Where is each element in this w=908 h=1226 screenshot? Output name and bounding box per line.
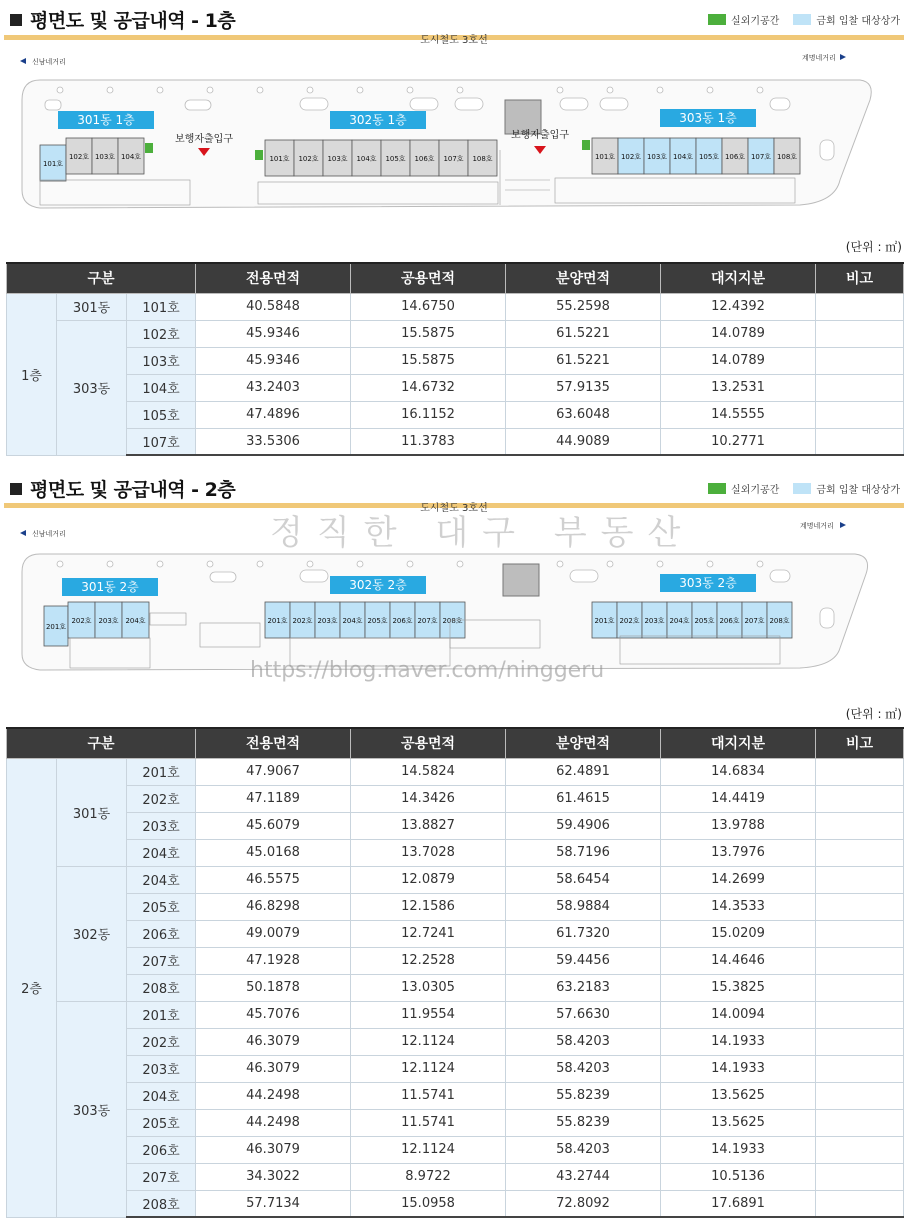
cell-unit: 101호 [127, 293, 196, 320]
cell-unit: 201호 [127, 758, 196, 785]
table-row [7, 347, 904, 374]
table-header-row [7, 263, 904, 293]
table-row [7, 320, 904, 347]
unit-label: 102호 [68, 153, 90, 161]
cell-land-share: 13.5625 [661, 1109, 816, 1136]
header-sale-area: 분양면적 [506, 263, 661, 293]
cell-land-share: 13.9788 [661, 812, 816, 839]
unit-label: 203호 [644, 617, 665, 625]
arrow-left-icon [20, 58, 26, 64]
cell-land-share: 13.5625 [661, 1082, 816, 1109]
cell-unit: 206호 [127, 920, 196, 947]
cell-unit: 204호 [127, 866, 196, 893]
watermark-title: 정직한 대구 부동산 [270, 513, 695, 553]
building-label-302: 302동 1층 [349, 113, 407, 127]
cell-exclusive-area: 45.7076 [196, 1001, 351, 1028]
entrance-label-2: 보행자출입구 [511, 130, 569, 141]
table-row [7, 812, 904, 839]
cell-note [816, 374, 904, 401]
legend-item-outdoor: 실외기공간 [708, 481, 779, 496]
left-road-label: 신남네거리 [32, 58, 66, 66]
floor-plan-2-svg [0, 498, 908, 698]
blue-swatch-icon [793, 483, 811, 494]
header-common-area: 공용면적 [351, 263, 506, 293]
left-road-label: 신남네거리 [32, 530, 66, 538]
table-row [7, 839, 904, 866]
cell-sale-area: 58.4203 [506, 1028, 661, 1055]
cell-common-area: 12.1124 [351, 1055, 506, 1082]
cell-sale-area: 63.6048 [506, 401, 661, 428]
header-note: 비고 [816, 263, 904, 293]
legend-item-bid: 금회 입찰 대상상가 [793, 12, 900, 27]
cell-unit: 202호 [127, 1028, 196, 1055]
table-header-row [7, 728, 904, 758]
square-bullet-icon [10, 14, 22, 26]
unit-label: 108호 [776, 153, 798, 161]
cell-common-area: 11.3783 [351, 428, 506, 455]
cell-exclusive-area: 43.2403 [196, 374, 351, 401]
legend-1 [708, 12, 900, 27]
cell-sale-area: 57.6630 [506, 1001, 661, 1028]
unit-label: 105호 [385, 155, 406, 163]
cell-common-area: 12.1124 [351, 1136, 506, 1163]
cell-note [816, 1190, 904, 1217]
cell-unit: 103호 [127, 347, 196, 374]
cell-note [816, 785, 904, 812]
cell-unit: 204호 [127, 839, 196, 866]
unit-label: 204호 [342, 617, 363, 625]
unit-label: 201호 [45, 623, 67, 631]
header-common-area: 공용면적 [351, 728, 506, 758]
unit-label: 201호 [267, 617, 288, 625]
table-body-2fl [7, 758, 904, 1217]
unit-label: 207호 [744, 617, 765, 625]
cell-common-area: 13.0305 [351, 974, 506, 1001]
cell-land-share: 14.4646 [661, 947, 816, 974]
outdoor-unit-space [255, 150, 263, 160]
unit-label: 106호 [414, 155, 435, 163]
cell-unit: 201호 [127, 1001, 196, 1028]
unit-label: 102호 [620, 153, 642, 161]
cell-unit: 206호 [127, 1136, 196, 1163]
table-row [7, 1190, 904, 1217]
unit-label: 201호 [594, 617, 615, 625]
table-row [7, 401, 904, 428]
cell-unit: 107호 [127, 428, 196, 455]
building-cell: 303동 [57, 1001, 127, 1217]
cell-exclusive-area: 45.9346 [196, 347, 351, 374]
cell-land-share: 13.2531 [661, 374, 816, 401]
cell-note [816, 839, 904, 866]
cell-exclusive-area: 50.1878 [196, 974, 351, 1001]
cell-exclusive-area: 33.5306 [196, 428, 351, 455]
table-row [7, 293, 904, 320]
arrow-right-icon [840, 522, 846, 528]
unit-label: 107호 [750, 153, 772, 161]
green-swatch-icon [708, 14, 726, 25]
floor-cell: 2층 [7, 758, 57, 1217]
cell-sale-area: 61.7320 [506, 920, 661, 947]
supply-table-1fl [6, 262, 904, 456]
section-title-2: 평면도 및 공급내역 - 2층 [10, 475, 235, 502]
cell-common-area: 11.5741 [351, 1109, 506, 1136]
cell-exclusive-area: 44.2498 [196, 1082, 351, 1109]
cell-exclusive-area: 45.6079 [196, 812, 351, 839]
unit-label: 208호 [769, 617, 790, 625]
building-label-301: 301동 1층 [77, 113, 135, 127]
cell-land-share: 14.5555 [661, 401, 816, 428]
cell-land-share: 14.1933 [661, 1136, 816, 1163]
table-row [7, 1082, 904, 1109]
cell-land-share: 14.1933 [661, 1028, 816, 1055]
cell-common-area: 16.1152 [351, 401, 506, 428]
cell-unit: 102호 [127, 320, 196, 347]
unit-label: 203호 [98, 617, 119, 625]
section-header-1 [0, 4, 908, 32]
cell-note [816, 866, 904, 893]
cell-note [816, 974, 904, 1001]
cell-note [816, 893, 904, 920]
watermark-url: https://blog.naver.com/ninggeru [250, 658, 605, 683]
cell-common-area: 14.3426 [351, 785, 506, 812]
floor-plan-1-svg [0, 30, 908, 230]
arrow-left-icon [20, 530, 26, 536]
cell-common-area: 15.0958 [351, 1190, 506, 1217]
cell-land-share: 14.1933 [661, 1055, 816, 1082]
building-label-301: 301동 2층 [81, 580, 139, 594]
cell-sale-area: 55.2598 [506, 293, 661, 320]
cell-common-area: 12.7241 [351, 920, 506, 947]
cell-land-share: 15.0209 [661, 920, 816, 947]
cell-unit: 208호 [127, 974, 196, 1001]
cell-sale-area: 55.8239 [506, 1082, 661, 1109]
cell-common-area: 8.9722 [351, 1163, 506, 1190]
unit-label: 203호 [317, 617, 338, 625]
cell-note [816, 428, 904, 455]
cell-common-area: 13.8827 [351, 812, 506, 839]
cell-land-share: 10.5136 [661, 1163, 816, 1190]
cell-land-share: 10.2771 [661, 428, 816, 455]
cell-sale-area: 59.4906 [506, 812, 661, 839]
header-exclusive-area: 전용면적 [196, 263, 351, 293]
cell-land-share: 17.6891 [661, 1190, 816, 1217]
arrow-right-icon [840, 54, 846, 60]
cell-common-area: 15.5875 [351, 320, 506, 347]
cell-sale-area: 58.6454 [506, 866, 661, 893]
outdoor-unit-space [582, 140, 590, 150]
cell-unit: 205호 [127, 1109, 196, 1136]
unit-note-1: (단위 : ㎡) [845, 240, 902, 254]
table-row [7, 1001, 904, 1028]
unit-label: 103호 [327, 155, 348, 163]
cell-land-share: 14.0789 [661, 320, 816, 347]
cell-unit: 203호 [127, 812, 196, 839]
building-cell: 302동 [57, 866, 127, 1001]
table-row [7, 428, 904, 455]
table-row [7, 785, 904, 812]
unit-label: 103호 [94, 153, 116, 161]
cell-exclusive-area: 34.3022 [196, 1163, 351, 1190]
table-row [7, 893, 904, 920]
header-note: 비고 [816, 728, 904, 758]
cell-unit: 202호 [127, 785, 196, 812]
cell-exclusive-area: 47.1189 [196, 785, 351, 812]
cell-sale-area: 61.4615 [506, 785, 661, 812]
unit-label: 103호 [646, 153, 668, 161]
cell-unit: 104호 [127, 374, 196, 401]
cell-exclusive-area: 45.0168 [196, 839, 351, 866]
square-bullet-icon [10, 483, 22, 495]
cell-note [816, 1055, 904, 1082]
unit-label: 202호 [619, 617, 640, 625]
cell-common-area: 12.1586 [351, 893, 506, 920]
unit-label: 104호 [120, 153, 142, 161]
cell-common-area: 13.7028 [351, 839, 506, 866]
cell-sale-area: 58.7196 [506, 839, 661, 866]
cell-common-area: 12.0879 [351, 866, 506, 893]
unit-label: 206호 [392, 617, 413, 625]
cell-note [816, 347, 904, 374]
cell-note [816, 758, 904, 785]
cell-sale-area: 58.9884 [506, 893, 661, 920]
unit-label: 101호 [269, 155, 290, 163]
cell-sale-area: 44.9089 [506, 428, 661, 455]
cell-land-share: 13.7976 [661, 839, 816, 866]
table-row [7, 758, 904, 785]
unit-label: 204호 [669, 617, 690, 625]
cell-unit: 205호 [127, 893, 196, 920]
cell-note [816, 1001, 904, 1028]
cell-exclusive-area: 40.5848 [196, 293, 351, 320]
unit-label: 104호 [672, 153, 694, 161]
table-row [7, 866, 904, 893]
cell-common-area: 14.6750 [351, 293, 506, 320]
right-road-label: 계명네거리 [802, 54, 836, 62]
cell-land-share: 14.2699 [661, 866, 816, 893]
cell-exclusive-area: 46.8298 [196, 893, 351, 920]
building-label-302: 302동 2층 [349, 578, 407, 592]
cell-common-area: 14.5824 [351, 758, 506, 785]
table-row [7, 974, 904, 1001]
floor-plan-1 [0, 30, 908, 230]
cell-sale-area: 43.2744 [506, 1163, 661, 1190]
header-category: 구분 [7, 263, 196, 293]
cell-land-share: 15.3825 [661, 974, 816, 1001]
unit-label: 107호 [443, 155, 464, 163]
header-sale-area: 분양면적 [506, 728, 661, 758]
rail-label: 도시철도 3호선 [420, 35, 488, 46]
table-row [7, 947, 904, 974]
rail-label: 도시철도 3호선 [420, 503, 488, 514]
cell-note [816, 1082, 904, 1109]
building-label-303: 303동 1층 [679, 111, 737, 125]
entrance-label-1: 보행자출입구 [175, 134, 233, 145]
cell-unit: 207호 [127, 1163, 196, 1190]
grate [505, 100, 541, 134]
green-swatch-icon [708, 483, 726, 494]
cell-common-area: 12.2528 [351, 947, 506, 974]
cell-land-share: 12.4392 [661, 293, 816, 320]
unit-label: 105호 [698, 153, 720, 161]
legend-2 [708, 481, 900, 496]
cell-sale-area: 62.4891 [506, 758, 661, 785]
cell-exclusive-area: 49.0079 [196, 920, 351, 947]
header-land-share: 대지지분 [661, 263, 816, 293]
building-cell: 301동 [57, 293, 127, 320]
right-road-label: 계명네거리 [800, 522, 834, 530]
header-category: 구분 [7, 728, 196, 758]
cell-exclusive-area: 57.7134 [196, 1190, 351, 1217]
section-title-1: 평면도 및 공급내역 - 1층 [10, 6, 235, 33]
cell-sale-area: 72.8092 [506, 1190, 661, 1217]
cell-land-share: 14.0789 [661, 347, 816, 374]
header-land-share: 대지지분 [661, 728, 816, 758]
cell-common-area: 15.5875 [351, 347, 506, 374]
cell-sale-area: 57.9135 [506, 374, 661, 401]
unit-label: 102호 [298, 155, 319, 163]
outdoor-unit-space [145, 143, 153, 153]
cell-exclusive-area: 45.9346 [196, 320, 351, 347]
cell-common-area: 11.9554 [351, 1001, 506, 1028]
building-cell: 301동 [57, 758, 127, 866]
unit-note-2: (단위 : ㎡) [845, 707, 902, 721]
table-body-1fl [7, 293, 904, 455]
grate [503, 564, 539, 596]
cell-sale-area: 59.4456 [506, 947, 661, 974]
cell-exclusive-area: 47.4896 [196, 401, 351, 428]
cell-note [816, 1136, 904, 1163]
cell-unit: 204호 [127, 1082, 196, 1109]
unit-label: 208호 [442, 617, 463, 625]
cell-unit: 207호 [127, 947, 196, 974]
cell-unit: 208호 [127, 1190, 196, 1217]
cell-sale-area: 58.4203 [506, 1055, 661, 1082]
unit-label: 101호 [594, 153, 616, 161]
legend-item-bid: 금회 입찰 대상상가 [793, 481, 900, 496]
cell-sale-area: 61.5221 [506, 320, 661, 347]
unit-label: 108호 [472, 155, 493, 163]
unit-label: 104호 [356, 155, 377, 163]
cell-unit: 105호 [127, 401, 196, 428]
cell-note [816, 1109, 904, 1136]
cell-note [816, 947, 904, 974]
cell-land-share: 14.0094 [661, 1001, 816, 1028]
cell-exclusive-area: 46.3079 [196, 1055, 351, 1082]
cell-note [816, 812, 904, 839]
cell-exclusive-area: 44.2498 [196, 1109, 351, 1136]
building-cell: 303동 [57, 320, 127, 455]
cell-land-share: 14.6834 [661, 758, 816, 785]
cell-exclusive-area: 46.3079 [196, 1136, 351, 1163]
cell-sale-area: 58.4203 [506, 1136, 661, 1163]
cell-land-share: 14.3533 [661, 893, 816, 920]
unit-label: 204호 [125, 617, 146, 625]
unit-label: 206호 [719, 617, 740, 625]
cell-unit: 203호 [127, 1055, 196, 1082]
cell-exclusive-area: 47.9067 [196, 758, 351, 785]
cell-land-share: 14.4419 [661, 785, 816, 812]
table-row [7, 920, 904, 947]
cell-exclusive-area: 46.3079 [196, 1028, 351, 1055]
supply-table-2fl [6, 727, 904, 1218]
table-row [7, 1028, 904, 1055]
cell-common-area: 14.6732 [351, 374, 506, 401]
cell-note [816, 293, 904, 320]
table-row [7, 374, 904, 401]
cell-sale-area: 63.2183 [506, 974, 661, 1001]
table-row [7, 1109, 904, 1136]
cell-common-area: 11.5741 [351, 1082, 506, 1109]
cell-note [816, 1028, 904, 1055]
floor-plan-2 [0, 498, 908, 698]
table-row [7, 1055, 904, 1082]
cell-note [816, 1163, 904, 1190]
section-header-2 [0, 473, 908, 501]
unit-label: 205호 [694, 617, 715, 625]
unit-label: 205호 [367, 617, 388, 625]
cell-note [816, 320, 904, 347]
cell-exclusive-area: 47.1928 [196, 947, 351, 974]
building-label-303: 303동 2층 [679, 576, 737, 590]
legend-item-outdoor: 실외기공간 [708, 12, 779, 27]
floor-cell: 1층 [7, 293, 57, 455]
unit-label: 207호 [417, 617, 438, 625]
blue-swatch-icon [793, 14, 811, 25]
unit-label: 202호 [71, 617, 92, 625]
table-row [7, 1136, 904, 1163]
unit-label: 101호 [42, 160, 64, 168]
cell-note [816, 401, 904, 428]
cell-common-area: 12.1124 [351, 1028, 506, 1055]
unit-label: 202호 [292, 617, 313, 625]
table-row [7, 1163, 904, 1190]
cell-note [816, 920, 904, 947]
cell-exclusive-area: 46.5575 [196, 866, 351, 893]
cell-sale-area: 61.5221 [506, 347, 661, 374]
cell-sale-area: 55.8239 [506, 1109, 661, 1136]
unit-label: 106호 [724, 153, 746, 161]
header-exclusive-area: 전용면적 [196, 728, 351, 758]
